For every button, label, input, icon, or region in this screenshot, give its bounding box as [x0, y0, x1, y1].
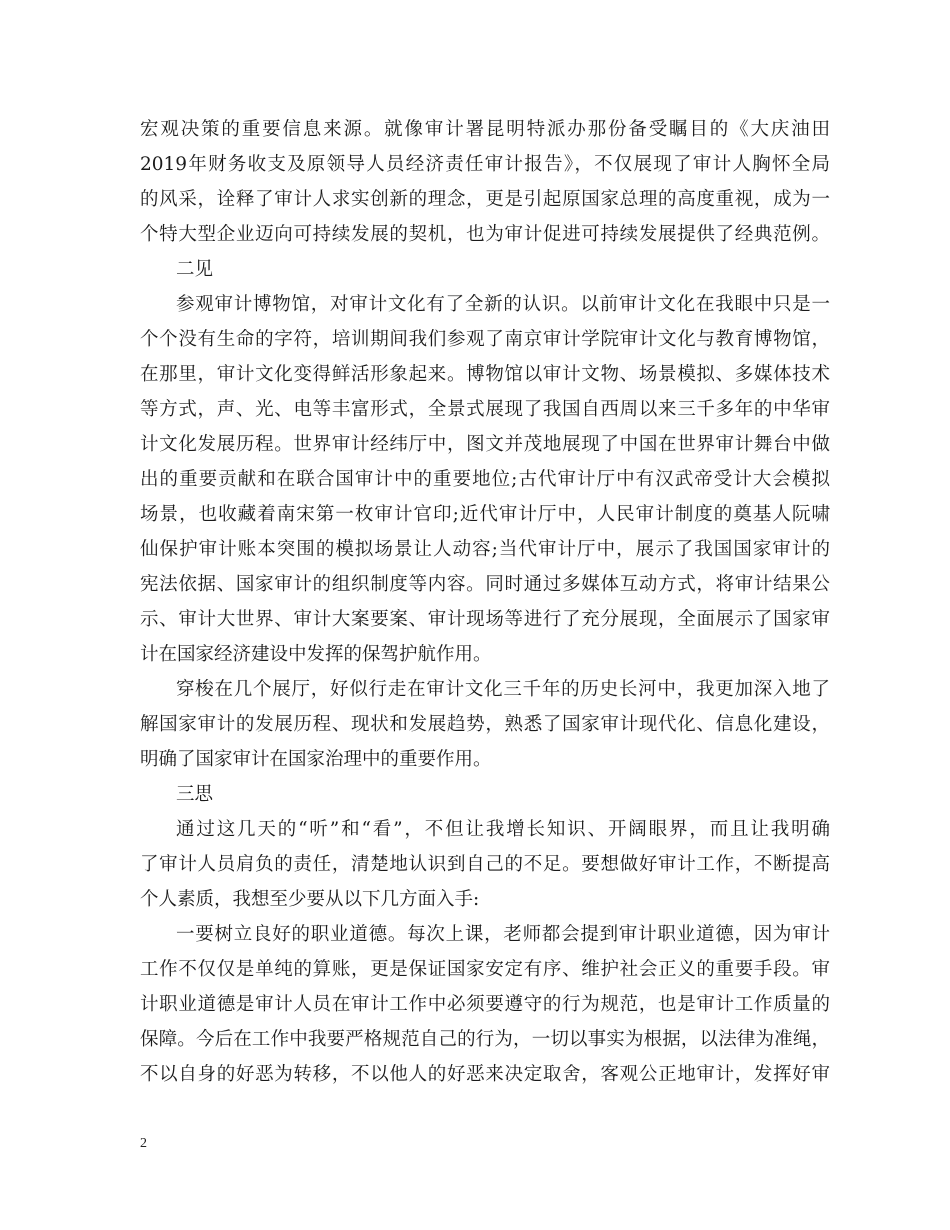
- text-line: 不以自身的好恶为转移，不以他人的好恶来决定取舍，客观公正地审计，发挥好审: [140, 1064, 830, 1085]
- text-line: 计在国家经济建设中发挥的保驾护航作用。: [140, 644, 492, 665]
- text-line: 等方式，声、光、电等丰富形式，全景式展现了我国自西周以来三千多年的中华审: [140, 399, 830, 420]
- text-line: 计文化发展历程。世界审计经纬厅中，图文并茂地展现了中国在世界审计舞台中做: [140, 434, 830, 455]
- text-line: 在那里，审计文化变得鲜活形象起来。博物馆以审计文物、场景模拟、多媒体技术: [140, 364, 830, 385]
- text-line: 参观审计博物馆，对审计文化有了全新的认识。以前审计文化在我眼中只是一: [176, 294, 830, 315]
- text-line: 明确了国家审计在国家治理中的重要作用。: [140, 749, 492, 770]
- text-line: 宏观决策的重要信息来源。就像审计署昆明特派办那份备受瞩目的《大庆油田: [140, 119, 830, 140]
- text-line: 解国家审计的发展历程、现状和发展趋势，熟悉了国家审计现代化、信息化建设，: [140, 714, 830, 735]
- text-line: 穿梭在几个展厅，好似行走在审计文化三千年的历史长河中，我更加深入地了: [176, 679, 830, 700]
- text-line: 通过这几天的“听”和“看”，不但让我增长知识、开阔眼界，而且让我明确: [176, 819, 830, 840]
- text-line: 场景，也收藏着南宋第一枚审计官印;近代审计厅中，人民审计制度的奠基人阮啸: [140, 504, 830, 525]
- text-line: 计职业道德是审计人员在审计工作中必须要遵守的行为规范，也是审计工作质量的: [140, 994, 830, 1015]
- text-line: 工作不仅仅是单纯的算账，更是保证国家安定有序、维护社会正义的重要手段。审: [140, 959, 830, 980]
- section-heading: 二见: [176, 259, 214, 280]
- text-line: 保障。今后在工作中我要严格规范自己的行为，一切以事实为根据，以法律为准绳，: [140, 1029, 830, 1050]
- text-line: 的风采，诠释了审计人求实创新的理念，更是引起原国家总理的高度重视，成为一: [140, 189, 830, 210]
- text-line: 示、审计大世界、审计大案要案、审计现场等进行了充分展现，全面展示了国家审: [140, 609, 830, 630]
- text-line: 宪法依据、国家审计的组织制度等内容。同时通过多媒体互动方式，将审计结果公: [140, 574, 830, 595]
- text-line: 一要树立良好的职业道德。每次上课，老师都会提到审计职业道德，因为审计: [176, 924, 830, 945]
- text-line: 出的重要贡献和在联合国审计中的重要地位;古代审计厅中有汉武帝受计大会模拟: [140, 469, 830, 490]
- section-heading: 三思: [176, 784, 214, 805]
- text-line: 仙保护审计账本突围的模拟场景让人动容;当代审计厅中，展示了我国国家审计的: [140, 539, 830, 560]
- page-number: 2: [140, 1136, 147, 1151]
- text-line: 了审计人员肩负的责任，清楚地认识到自己的不足。要想做好审计工作，不断提高: [140, 854, 830, 875]
- text-line: 2019年财务收支及原领导人员经济责任审计报告》，不仅展现了审计人胸怀全局: [140, 154, 830, 175]
- text-line: 个特大型企业迈向可持续发展的契机，也为审计促进可持续发展提供了经典范例。: [140, 224, 830, 245]
- text-line: 个个没有生命的字符，培训期间我们参观了南京审计学院审计文化与教育博物馆，: [140, 329, 830, 350]
- text-line: 个人素质，我想至少要从以下几方面入手:: [140, 889, 480, 910]
